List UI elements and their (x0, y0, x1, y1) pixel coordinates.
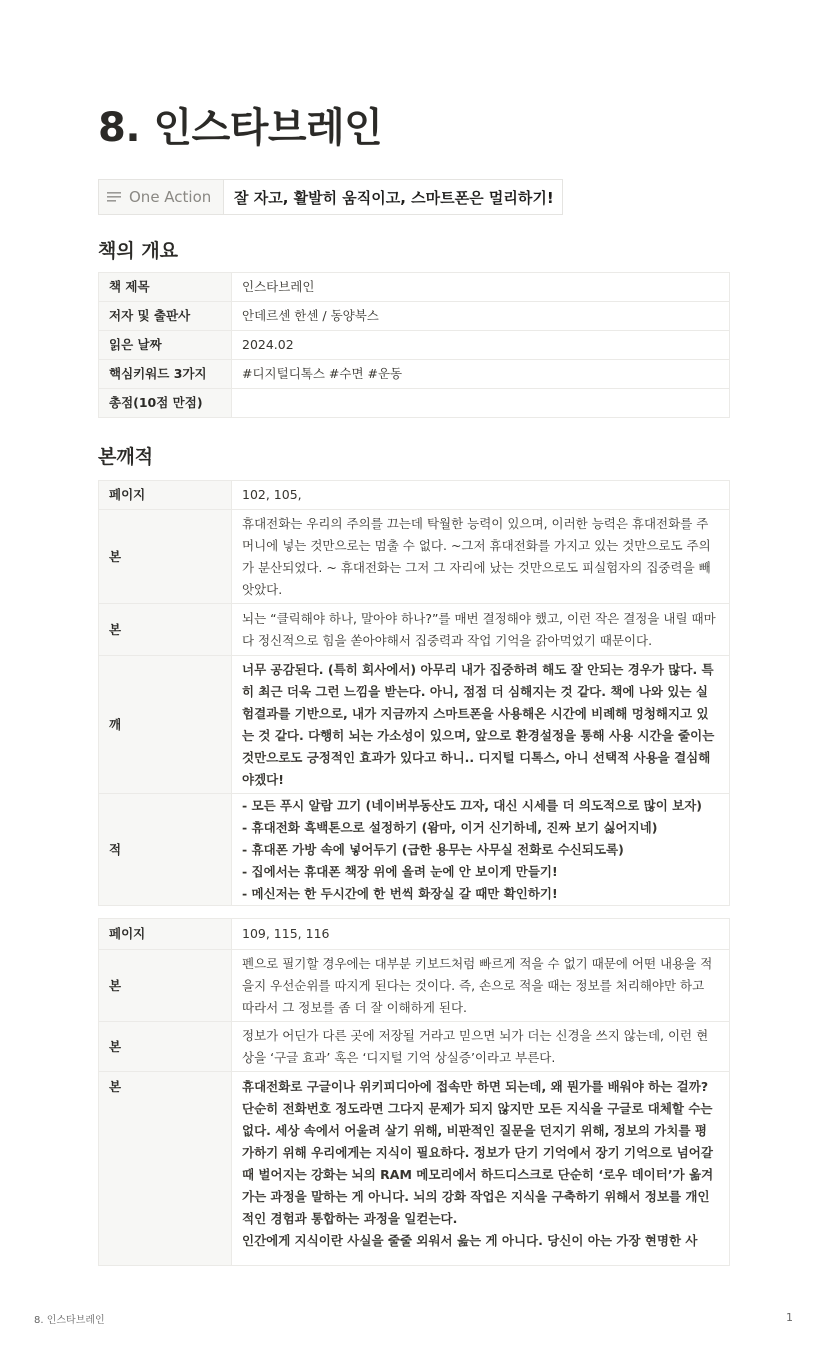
overview-table (98, 272, 730, 418)
row-value[interactable] (232, 389, 730, 418)
action-item: - 모든 푸시 알람 끄기 (네이버부동산도 끄자, 대신 시세를 더 의도적으로 많이 보자) (242, 797, 702, 813)
table-row (99, 302, 730, 331)
table-row (99, 510, 730, 604)
row-key: 본 (99, 1072, 232, 1266)
table-row (99, 604, 730, 656)
footer-page-title: 8. 인스타브레인 (34, 1315, 105, 1326)
overview-heading: 책의 개요 (98, 240, 179, 262)
action-item: - 휴대전화 흑백톤으로 설정하기 (왐마, 이거 신기하네, 진짜 보기 싫어지네) (242, 819, 658, 835)
one-action-property[interactable] (98, 179, 563, 215)
property-name: One Action (129, 188, 212, 206)
table-row (99, 656, 730, 794)
table-row (99, 950, 730, 1022)
text-lines-icon (107, 191, 121, 203)
row-key: 총점(10점 만점) (99, 389, 232, 418)
row-value[interactable]: 너무 공감된다. (특히 회사에서) 아무리 내가 집중하려 해도 잘 안되는 경우가 많다. 특히 최근 더욱 그런 느낌을 받는다. 아니, 점점 더 심해지는 것 같다. 책에 나와 있는 실험결과를 기반으로, 내가 지금까지 스마트폰을 사용해온 시간에 비례해 멍청해지고 있는 것 같다. 다행히 뇌는 가소성이 있으며, 앞으로 환경설정을 통해 사용 시간을 줄이는 것만으로도 긍정적인 효과가 있다고 하니.. 디지털 디톡스, 아니 선택적 사용을 결심해야겠다! (232, 656, 730, 794)
notes-heading: 본깨적 (98, 446, 154, 468)
row-value[interactable]: 펜으로 필기할 경우에는 대부분 키보드처럼 빠르게 적을 수 없기 때문에 어떤 내용을 적을지 우선순위를 따지게 된다는 것이다. 즉, 손으로 적을 때는 정보를 처리해야만 하고 따라서 그 정보를 좀 더 잘 이해하게 된다. (232, 950, 730, 1022)
row-value[interactable] (232, 1072, 730, 1266)
row-value[interactable]: 안데르센 한센 / 동양북스 (232, 302, 730, 331)
row-key: 적 (99, 794, 232, 906)
row-value[interactable]: 2024.02 (232, 331, 730, 360)
table-row (99, 794, 730, 906)
row-value[interactable]: 휴대전화는 우리의 주의를 끄는데 탁월한 능력이 있으며, 이러한 능력은 휴대전화를 주머니에 넣는 것만으로는 멈출 수 없다. ~그저 휴대전화를 가지고 있는 것만으로도 주의가 분산되었다. ~ 휴대전화는 그저 그 자리에 났는 것만으로도 피실험자의 집중력을 빼앗았다. (232, 510, 730, 604)
table-row (99, 389, 730, 418)
row-value[interactable]: 뇌는 “클릭해야 하나, 말아야 하나?”를 매번 결정해야 했고, 이런 작은 결정을 내릴 때마다 정신적으로 힘을 쏟아야해서 집중력과 작업 기억을 갉아먹었기 때문이다. (232, 604, 730, 656)
notes-table-2 (98, 918, 730, 1266)
property-value[interactable]: 잘 자고, 활발히 움직이고, 스마트폰은 멀리하기! (234, 188, 554, 207)
row-key: 페이지 (99, 481, 232, 510)
table-row (99, 360, 730, 389)
row-key: 핵심키워드 3가지 (99, 360, 232, 389)
page-title: 8. 인스타브레인 (98, 105, 383, 151)
paragraph: 휴대전화로 구글이나 위키피디아에 접속만 하면 되는데, 왜 뭔가를 배워야 하는 걸까? 단순히 전화번호 정도라면 그다지 문제가 되지 않지만 모든 지식을 구글로 대체할 수는 없다. 세상 속에서 어울려 살기 위해, 비판적인 질문을 던지기 위해, 정보의 가치를 평가하기 위해 우리에게는 지식이 필요하다. 정보가 단기 기억에서 장기 기억으로 넘어갈 때 벌어지는 강화는 뇌의 RAM 메모리에서 하드디스크로 단순히 ‘로우 데이터’가 옮겨가는 과정을 말하는 게 아니다. 뇌의 강화 작업은 지식을 구축하기 위해서 정보를 개인적인 경험과 통합하는 과정을 일컫는다. (242, 1079, 714, 1226)
action-item: - 휴대폰 가방 속에 넣어두기 (급한 용무는 사무실 전화로 수신되도록) (242, 841, 624, 857)
row-key: 본 (99, 604, 232, 656)
action-item: - 메신저는 한 두시간에 한 번씩 화장실 갈 때만 확인하기! (242, 885, 558, 901)
footer-page-number: 1 (786, 1311, 793, 1324)
table-row (99, 919, 730, 950)
table-row (99, 481, 730, 510)
table-row (99, 331, 730, 360)
table-row (99, 1072, 730, 1266)
row-value[interactable]: 정보가 어딘가 다른 곳에 저장될 거라고 믿으면 뇌가 더는 신경을 쓰지 않는데, 이런 현상을 ‘구글 효과’ 혹은 ‘디지털 기억 상실증’이라고 부른다. (232, 1022, 730, 1072)
row-key: 읽은 날짜 (99, 331, 232, 360)
row-key: 책 제목 (99, 273, 232, 302)
row-key: 본 (99, 1022, 232, 1072)
row-key: 저자 및 출판사 (99, 302, 232, 331)
row-value[interactable]: 109, 115, 116 (232, 919, 730, 950)
action-item: - 집에서는 휴대폰 책장 위에 올려 눈에 안 보이게 만들기! (242, 863, 558, 879)
row-value[interactable]: 인스타브레인 (232, 273, 730, 302)
row-value[interactable] (232, 794, 730, 906)
table-row (99, 1022, 730, 1072)
row-key: 페이지 (99, 919, 232, 950)
paragraph: 인간에게 지식이란 사실을 줄줄 외워서 읊는 게 아니다. 당신이 아는 가장 현명한 사 (242, 1233, 698, 1248)
row-key: 본 (99, 950, 232, 1022)
row-value[interactable]: 102, 105, (232, 481, 730, 510)
table-row (99, 273, 730, 302)
notes-table-1 (98, 480, 730, 906)
row-key: 깨 (99, 656, 232, 794)
property-label (99, 180, 224, 214)
row-key: 본 (99, 510, 232, 604)
row-value[interactable]: #디지털디톡스 #수면 #운동 (232, 360, 730, 389)
